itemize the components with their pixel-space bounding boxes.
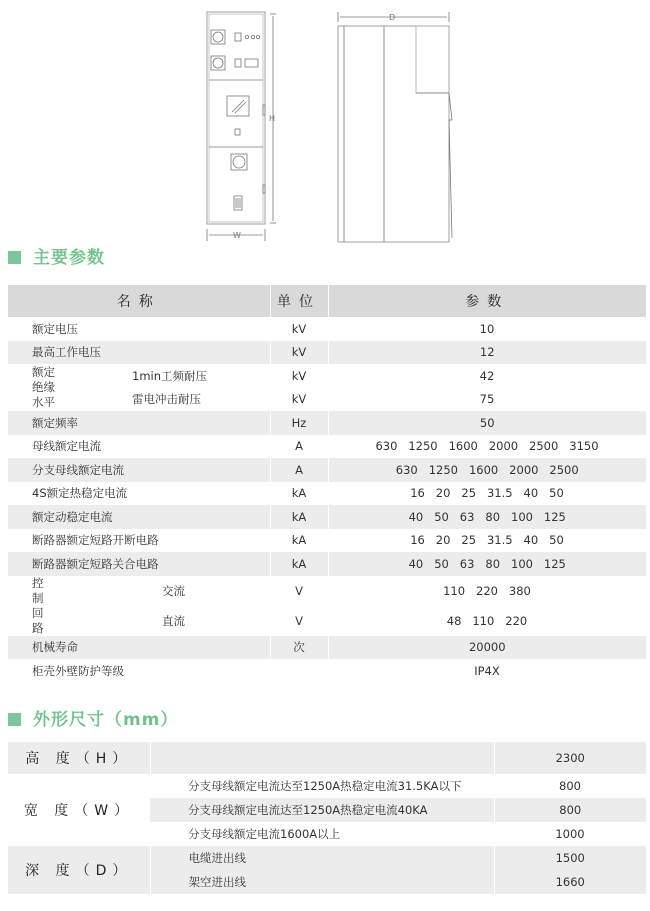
section-marker-icon — [8, 251, 21, 264]
header-value: 参数 — [328, 285, 646, 317]
row-name: 柜壳外壁防护等级 — [32, 663, 124, 678]
row-name: 最高工作电压 — [8, 341, 270, 365]
row-unit: Hz — [270, 411, 328, 435]
row-value: 42 — [479, 368, 495, 383]
row-unit: kA — [291, 486, 307, 501]
row-unit: kV — [291, 392, 307, 407]
height-value: 2300 — [494, 742, 646, 774]
table-row — [8, 529, 646, 553]
row-unit: kA — [270, 505, 328, 529]
params-title-text: 主要参数 — [33, 248, 105, 268]
row-unit: kV — [291, 368, 307, 383]
row-name: 额定动稳定电流 — [8, 505, 270, 529]
row-value: 50 — [328, 411, 646, 435]
row-value: 10 — [479, 321, 495, 336]
depth-label: 深 度（D） — [8, 846, 150, 894]
row-value: 630 1250 1600 2000 2500 3150 — [375, 439, 599, 454]
row-unit: V — [295, 583, 303, 598]
row-desc: 分支母线额定电流达至1250A热稳定电流40KA — [150, 798, 494, 822]
row-value: 16 20 25 31.5 40 50 — [410, 533, 564, 548]
table-row — [8, 505, 646, 529]
row-value: 1500 — [494, 846, 646, 870]
table-row — [8, 317, 646, 341]
dims-table — [8, 742, 646, 894]
row-value: 75 — [479, 392, 495, 407]
table-row — [8, 659, 646, 683]
row-name: 断路器额定短路关合电路 — [8, 552, 270, 576]
row-unit: A — [295, 439, 303, 454]
row-value: IP4X — [474, 663, 500, 678]
row-desc: 电缆进出线 — [150, 846, 494, 870]
header-name: 名称 — [8, 285, 270, 317]
table-row — [8, 364, 646, 388]
dims-section-title — [8, 705, 178, 730]
row-value: 630 1250 1600 2000 2500 — [328, 458, 646, 482]
table-header-row — [8, 285, 646, 317]
dim-w-label: W — [233, 231, 241, 240]
table-row — [8, 774, 646, 798]
row-name: 母线额定电流 — [32, 439, 101, 454]
table-row — [8, 458, 646, 482]
table-row — [8, 742, 646, 774]
row-name: 1min工频耐压 — [132, 368, 208, 383]
row-unit: V — [295, 613, 303, 628]
row-unit: A — [270, 458, 328, 482]
empty-cell — [150, 742, 494, 774]
row-value: 48 110 220 — [446, 613, 528, 628]
row-name: 雷电冲击耐压 — [132, 392, 201, 407]
section-marker-icon — [8, 713, 21, 726]
width-label: 宽 度（W） — [23, 803, 135, 819]
height-label: 高 度（H） — [8, 742, 150, 774]
table-row — [8, 341, 646, 365]
row-desc: 分支母线额定电流1600A以上 — [188, 827, 341, 841]
row-value: 20000 — [328, 636, 646, 660]
row-name: 交流 — [162, 583, 185, 598]
front-view — [207, 12, 276, 241]
row-name: 额定电压 — [32, 321, 78, 336]
row-group-label: 额定绝缘水平 — [32, 365, 55, 409]
params-section-title — [8, 243, 105, 268]
row-name: 断路器额定短路开断电路 — [32, 533, 159, 548]
row-unit: kA — [291, 533, 307, 548]
table-row — [8, 411, 646, 435]
row-name: 机械寿命 — [8, 636, 270, 660]
row-unit: kV — [270, 341, 328, 365]
row-value: 40 50 63 80 100 125 — [328, 552, 646, 576]
table-row — [8, 576, 646, 606]
table-row — [8, 435, 646, 459]
row-group-label: 控制回路 — [32, 575, 44, 635]
row-value: 40 50 63 80 100 125 — [328, 505, 646, 529]
side-view — [338, 12, 452, 242]
dim-h-label: H — [269, 114, 276, 123]
cabinet-drawing — [0, 0, 650, 250]
row-desc: 分支母线额定电流达至1250A热稳定电流31.5KA以下 — [188, 779, 462, 793]
dims-title-text: 外形尺寸（mm） — [33, 710, 179, 730]
table-row — [8, 636, 646, 660]
row-name: 直流 — [162, 613, 185, 628]
table-row — [8, 482, 646, 506]
params-table — [8, 285, 646, 683]
row-value: 12 — [328, 341, 646, 365]
row-name: 4S额定热稳定电流 — [32, 486, 128, 501]
row-unit — [270, 659, 328, 683]
row-desc: 架空进出线 — [150, 870, 494, 894]
row-value: 1660 — [494, 870, 646, 894]
row-value: 1000 — [555, 827, 585, 841]
header-unit: 单位 — [270, 285, 328, 317]
row-unit: 次 — [270, 636, 328, 660]
row-unit: kV — [291, 321, 307, 336]
row-name: 额定频率 — [8, 411, 270, 435]
table-row — [8, 846, 646, 870]
row-value: 110 220 380 — [443, 583, 531, 598]
dim-d-label: D — [389, 13, 396, 22]
table-row — [8, 552, 646, 576]
row-value: 800 — [494, 798, 646, 822]
row-name: 分支母线额定电流 — [8, 458, 270, 482]
row-value: 16 20 25 31.5 40 50 — [410, 486, 564, 501]
row-unit: kA — [270, 552, 328, 576]
row-value: 800 — [559, 779, 581, 793]
